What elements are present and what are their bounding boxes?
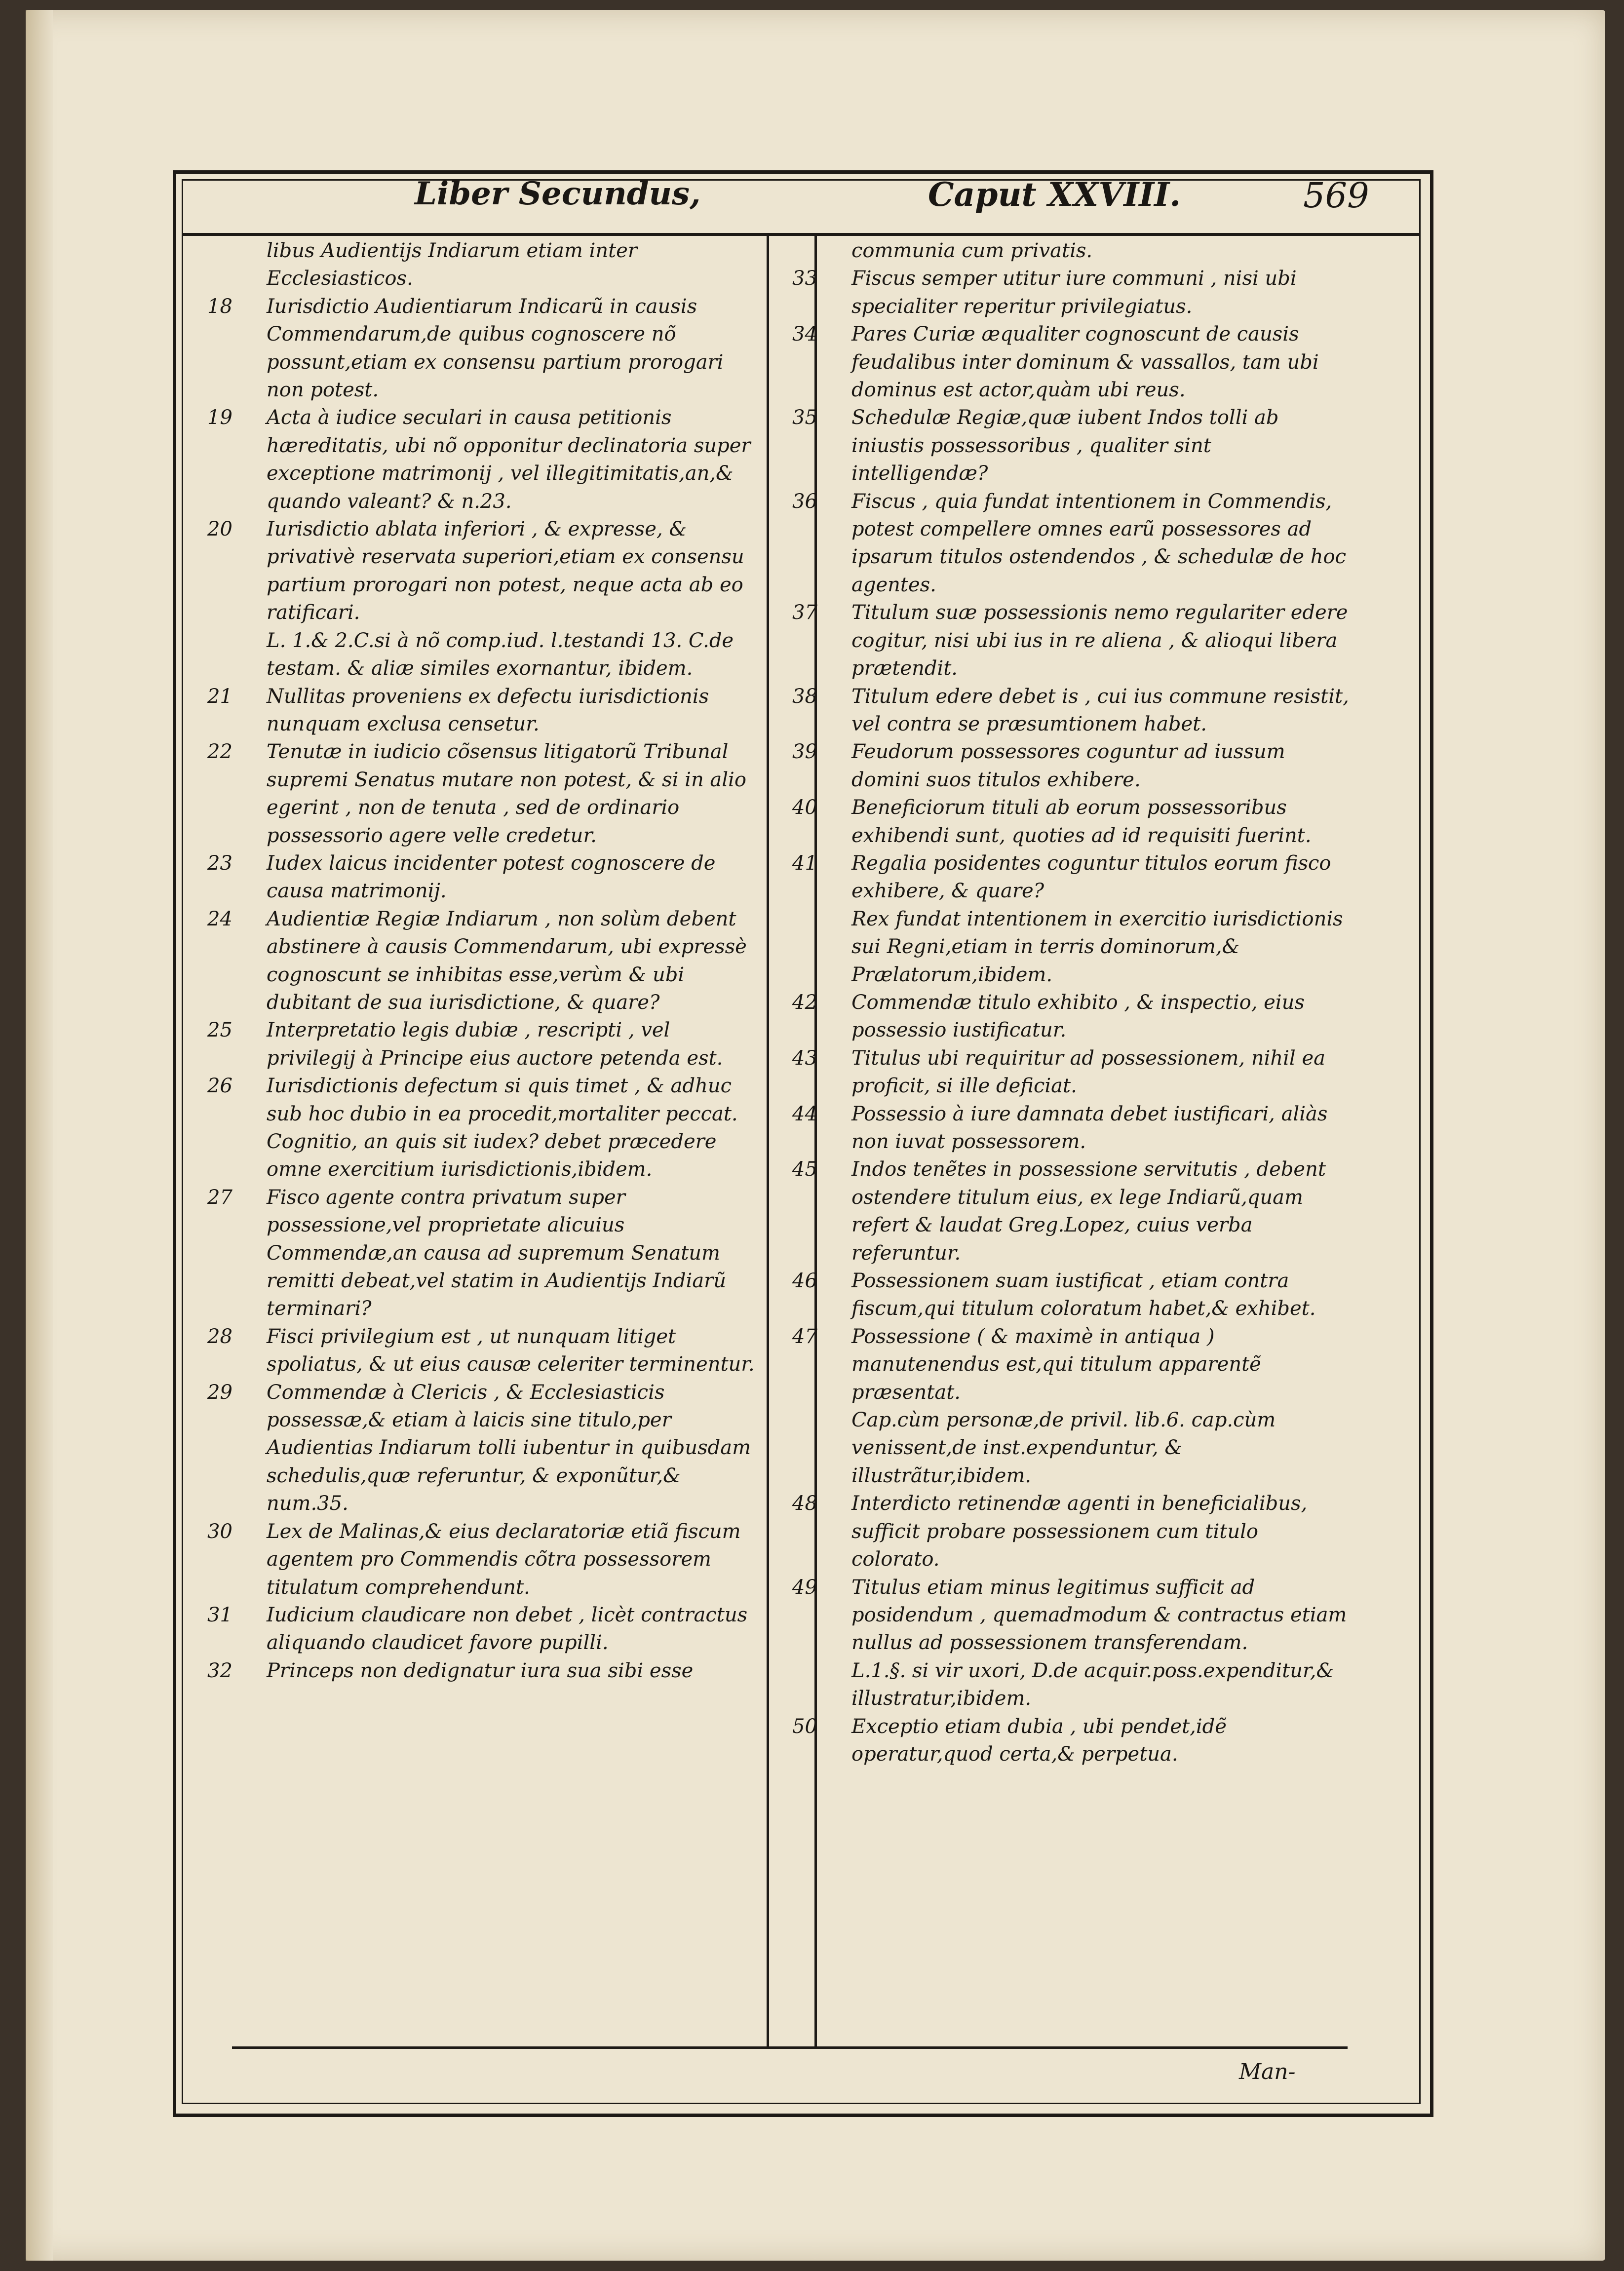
entry-number: 42 xyxy=(792,991,817,1014)
index-entry xyxy=(792,1267,1353,1323)
entry-number: 44 xyxy=(792,1102,817,1125)
index-entry xyxy=(792,404,1353,487)
column-rule-left xyxy=(767,236,769,2046)
index-entry xyxy=(207,683,760,738)
entry-number: 48 xyxy=(792,1492,817,1515)
entry-text: Possessione ( & maximè in antiqua ) manutenendus est,qui titulum apparentẽ præsentat. xyxy=(851,1325,1261,1404)
entry-number: 37 xyxy=(792,601,817,624)
entry-number: 41 xyxy=(792,851,817,875)
index-entry xyxy=(207,293,760,404)
index-entry xyxy=(207,1518,760,1601)
entry-number: 23 xyxy=(207,851,232,875)
entry-text: Exceptio etiam dubia , ubi pendet,idẽ operatur,quod certa,& perpetua. xyxy=(851,1715,1227,1766)
entry-text: Rex fundat intentionem in exercitio iurisdictionis sui Regni,etiam in terris dominorum,& Prælatorum,ibidem. xyxy=(851,907,1343,986)
entry-number: 29 xyxy=(207,1381,232,1404)
index-entry xyxy=(792,599,1353,682)
entry-text: Iudex laicus incidenter potest cognoscere de causa matrimonij. xyxy=(267,851,716,903)
index-entry xyxy=(792,1574,1353,1657)
index-entry xyxy=(207,1657,760,1685)
index-entry xyxy=(207,515,760,627)
index-entry xyxy=(792,265,1353,320)
entry-text: Lex de Malinas,& eius declaratoriæ etiã fiscum agentem pro Commendis cõtra possessorem titulatum comprehendunt. xyxy=(267,1520,741,1599)
entry-number: 19 xyxy=(207,406,232,429)
index-entry xyxy=(792,1100,1353,1156)
entry-text: Acta à iudice seculari in causa petitionis hæreditatis, ubi nõ opponitur declinatoria super exceptione matrimonij , vel illegitimitatis,an,& quando valeant? & n.23. xyxy=(267,406,751,513)
entry-text: Schedulæ Regiæ,quæ iubent Indos tolli ab iniustis possessoribus , qualiter sint intelligendæ? xyxy=(851,406,1279,485)
entry-number: 46 xyxy=(792,1270,817,1293)
index-entry xyxy=(822,1406,1353,1490)
index-entry xyxy=(792,1044,1353,1100)
entry-text: Nullitas proveniens ex defectu iurisdictionis nunquam exclusa censetur. xyxy=(267,685,709,735)
entry-number: 47 xyxy=(792,1325,817,1348)
index-entry xyxy=(207,1016,760,1072)
index-entry xyxy=(792,488,1353,599)
entry-number: 32 xyxy=(207,1659,232,1682)
index-entry xyxy=(207,1184,760,1323)
index-entry xyxy=(792,1323,1353,1406)
entry-number: 50 xyxy=(792,1715,817,1738)
entry-number: 33 xyxy=(792,267,817,290)
entry-text: Princeps non dedignatur iura sua sibi esse xyxy=(267,1659,694,1682)
footer-rule xyxy=(232,2046,1348,2049)
index-entry xyxy=(822,905,1353,989)
index-entry xyxy=(822,1657,1353,1713)
entry-number: 40 xyxy=(792,796,817,819)
page-gutter-shadow xyxy=(26,10,53,2261)
index-entry xyxy=(207,738,760,849)
index-entry xyxy=(237,627,760,683)
index-entry xyxy=(207,1323,760,1379)
entry-number: 31 xyxy=(207,1603,232,1626)
entry-number: 35 xyxy=(792,406,817,429)
index-entry xyxy=(792,738,1353,794)
entry-text: Possessionem suam iustificat , etiam contra fiscum,qui titulum coloratum habet,& exhibet. xyxy=(851,1270,1316,1320)
entry-text: Titulus ubi requiritur ad possessionem, nihil ea proficit, si ille deficiat. xyxy=(851,1046,1325,1098)
entry-text: Cognitio, an quis sit iudex? debet præcedere omne exercitium iurisdictionis,ibidem. xyxy=(267,1130,717,1181)
entry-number: 21 xyxy=(207,685,232,708)
entry-text: L.1.§. si vir uxori, D.de acquir.poss.expenditur,& illustratur,ibidem. xyxy=(851,1659,1334,1710)
entry-number: 18 xyxy=(207,295,232,318)
index-entry xyxy=(792,320,1353,404)
entry-text: Fisco agente contra privatum super possessione,vel proprietate alicuius Commendæ,an causa ad supremum Senatum remitti debeat,vel statim in Audientijs Indiarũ terminari? xyxy=(267,1186,727,1320)
entry-number: 26 xyxy=(207,1075,232,1098)
index-entry xyxy=(207,849,760,905)
entry-text: Titulum suæ possessionis nemo regulariter edere cogitur, nisi ubi ius in re aliena , & alioqui libera prætendit. xyxy=(851,601,1348,680)
entry-text: Commendæ à Clericis , & Ecclesiasticis possessæ,& etiam à laicis sine titulo,per Audientias Indiarum tolli iubentur in quibusdam schedulis,quæ referuntur, & exponũtur,& num.35. xyxy=(267,1381,751,1515)
entry-number: 39 xyxy=(792,740,817,764)
entry-text: Fiscus semper utitur iure communi , nisi ubi specialiter reperitur privilegiatus. xyxy=(851,267,1297,318)
entry-text: Pares Curiæ æqualiter cognoscunt de causis feudalibus inter dominum & vassallos, tam ubi dominus est actor,quàm ubi reus. xyxy=(851,323,1319,402)
index-entry xyxy=(237,237,760,293)
entry-text: Iurisdictio Audientiarum Indicarũ in causis Commendarum,de quibus cognoscere nõ possunt,etiam ex consensu partium prorogari non potest. xyxy=(267,295,724,402)
entry-text: libus Audientijs Indiarum etiam inter Ecclesiasticos. xyxy=(267,239,637,290)
entry-number: 30 xyxy=(207,1520,232,1543)
entry-text: Beneficiorum tituli ab eorum possessoribus exhibendi sunt, quoties ad id requisiti fuerint. xyxy=(851,796,1312,847)
entry-number: 36 xyxy=(792,490,817,513)
entry-text: Titulus etiam minus legitimus sufficit ad posidendum , quemadmodum & contractus etiam nullus ad possessionem transferendam. xyxy=(851,1576,1347,1655)
index-entry xyxy=(792,1490,1353,1573)
entry-number: 20 xyxy=(207,518,232,541)
entry-number: 49 xyxy=(792,1576,817,1599)
index-entry xyxy=(792,989,1353,1044)
entry-number: 28 xyxy=(207,1325,232,1348)
index-entry xyxy=(792,1713,1353,1769)
entry-text: Fiscus , quia fundat intentionem in Commendis, potest compellere omnes earũ possessores ad ipsarum titulos ostendendos , & schedulæ de hoc agentes. xyxy=(851,490,1347,596)
index-entry xyxy=(792,1155,1353,1267)
entry-number: 24 xyxy=(207,907,232,930)
entry-number: 34 xyxy=(792,323,817,346)
index-entry xyxy=(792,849,1353,905)
entry-text: Interdicto retinendæ agenti in beneficialibus, sufficit probare possessionem cum titulo colorato. xyxy=(851,1492,1308,1571)
index-entry xyxy=(207,1072,760,1128)
index-entry xyxy=(207,905,760,1017)
entry-text: L. 1.& 2.C.si à nõ comp.iud. l.testandi 13. C.de testam. & aliæ similes exornantur, ibidem. xyxy=(267,629,734,680)
entry-text: Commendæ titulo exhibito , & inspectio, eius possessio iustificatur. xyxy=(851,991,1305,1042)
entry-text: communia cum privatis. xyxy=(851,239,1093,262)
index-entry xyxy=(792,794,1353,849)
entry-number: 45 xyxy=(792,1158,817,1181)
catchword: Man- xyxy=(1239,2059,1296,2084)
entry-number: 25 xyxy=(207,1019,232,1042)
index-entry xyxy=(792,683,1353,738)
entry-text: Feudorum possessores coguntur ad iussum domini suos titulos exhibere. xyxy=(851,740,1285,791)
index-entry xyxy=(207,1601,760,1657)
entry-text: Tenutæ in iudicio cõsensus litigatorũ Tribunal supremi Senatus mutare non potest, & si in alio egerint , non de tenuta , sed de ordinario possessorio agere velle credetur. xyxy=(267,740,746,847)
entry-text: Iurisdictionis defectum si quis timet , & adhuc sub hoc dubio in ea procedit,mortaliter peccat. xyxy=(267,1075,738,1125)
left-index-column xyxy=(207,237,760,2043)
running-head-book: Liber Secundus, xyxy=(415,175,701,212)
entry-text: Cap.cùm personæ,de privil. lib.6. cap.cùm venissent,de inst.expenduntur, & illustrãtur,ibidem. xyxy=(851,1409,1276,1487)
entry-text: Indos tenẽtes in possessione servitutis , debent ostendere titulum eius, ex lege Indiarũ,quam refert & laudat Greg.Lopez, cuius verba referuntur. xyxy=(851,1158,1326,1265)
right-index-column xyxy=(792,237,1353,2043)
entry-number: 22 xyxy=(207,740,232,764)
entry-text: Iurisdictio ablata inferiori , & expresse, & privativè reservata superiori,etiam ex consensu partium prorogari non potest, neque acta ab eo ratificari. xyxy=(267,518,744,624)
entry-text: Interpretatio legis dubiæ , rescripti , vel privilegij à Principe eius auctore petenda est. xyxy=(267,1019,723,1070)
index-entry xyxy=(207,404,760,515)
entry-text: Fisci privilegium est , ut nunquam litiget spoliatus, & ut eius causæ celeriter terminentur. xyxy=(267,1325,755,1376)
page-number: 569 xyxy=(1303,175,1369,216)
index-entry xyxy=(207,1379,760,1518)
index-entry xyxy=(237,1128,760,1184)
entry-text: Audientiæ Regiæ Indiarum , non solùm debent abstinere à causis Commendarum, ubi expressè cognoscunt se inhibitas esse,verùm & ubi dubitant de sua iurisdictione, & quare? xyxy=(267,907,747,1014)
index-entry xyxy=(822,237,1353,265)
entry-text: Titulum edere debet is , cui ius commune resistit, vel contra se præsumtionem habet. xyxy=(851,685,1349,735)
entry-number: 38 xyxy=(792,685,817,708)
entry-text: Regalia posidentes coguntur titulos eorum fisco exhibere, & quare? xyxy=(851,851,1331,903)
running-head-chapter: Caput XXVIII. xyxy=(928,175,1181,214)
entry-number: 27 xyxy=(207,1186,232,1209)
entry-text: Iudicium claudicare non debet , licèt contractus aliquando claudicet favore pupilli. xyxy=(267,1603,748,1655)
entry-text: Possessio à iure damnata debet iustificari, aliàs non iuvat possessorem. xyxy=(851,1102,1328,1153)
entry-number: 43 xyxy=(792,1046,817,1070)
header-rule xyxy=(182,233,1421,236)
